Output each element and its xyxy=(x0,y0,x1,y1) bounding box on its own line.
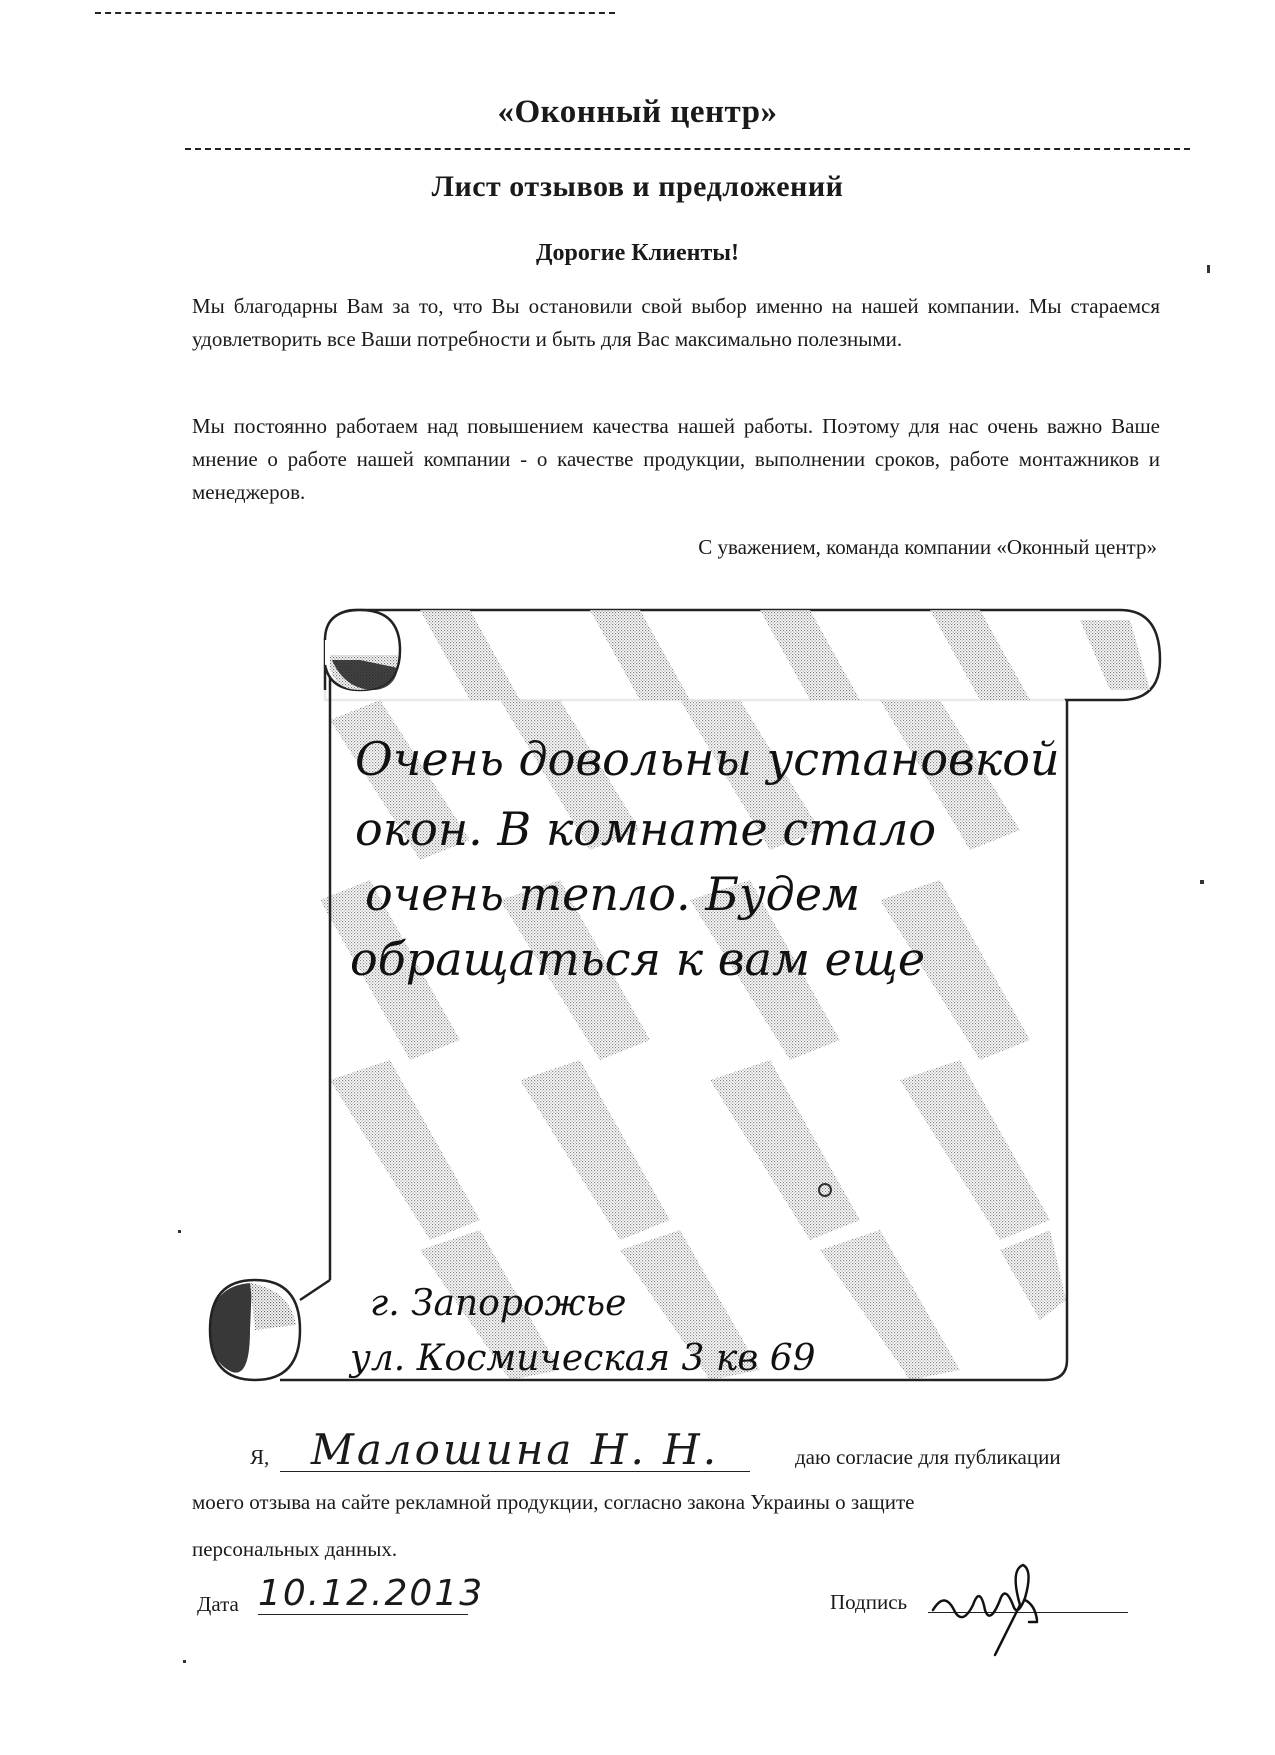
intro-paragraph-2: Мы постоянно работаем над повышением качества нашей работы. Поэтому для нас очень важно Ваше мнение о работе нашей компании - о качестве продукции, выполнении сроков, работе монтажников и менеджеров. xyxy=(192,414,1160,504)
intro-paragraph-1: Мы благодарны Вам за то, что Вы остановили свой выбор именно на нашей компании. Мы стараемся удовлетворить все Ваши потребности и быть для Вас максимально полезными. xyxy=(192,294,1160,351)
signature-label: Подпись xyxy=(830,1590,908,1614)
scan-speck xyxy=(183,1660,186,1663)
scan-speck xyxy=(1207,265,1210,273)
scan-speck xyxy=(1200,880,1204,884)
review-address-line-1: г. Запорожье xyxy=(370,1283,627,1324)
consent-text: даю согласие для публикации xyxy=(795,1445,1061,1469)
page-title: Лист отзывов и предложений xyxy=(431,170,844,203)
date-field: 10.12.2013 xyxy=(258,1573,485,1614)
handwritten-signature xyxy=(925,1550,1075,1660)
review-line-2: окон. В комнате стало xyxy=(355,802,937,856)
review-line-1: Очень довольны установкой xyxy=(355,732,1060,786)
consent-line-3: персональных данных. xyxy=(192,1537,398,1561)
consent-line-1 xyxy=(250,1425,1160,1477)
regards-line: С уважением, команда компании «Оконный центр» xyxy=(698,535,1157,559)
company-name: «Оконный центр» xyxy=(497,94,778,130)
review-line-3: очень тепло. Будем xyxy=(365,867,861,921)
review-line-4: обращаться к вам еще xyxy=(350,932,926,986)
scroll-top-curl xyxy=(325,610,400,690)
greeting: Дорогие Клиенты! xyxy=(536,240,739,266)
date-label: Дата xyxy=(197,1592,239,1616)
consent-name-field: Малошина Н. Н. xyxy=(280,1425,750,1472)
scan-speck xyxy=(178,1230,181,1233)
consent-prefix: Я, xyxy=(250,1445,270,1469)
review-address-line-2: ул. Космическая 3 кв 69 xyxy=(350,1338,816,1379)
consent-line-2: моего отзыва на сайте рекламной продукции, согласно закона Украины о защите xyxy=(192,1490,915,1514)
